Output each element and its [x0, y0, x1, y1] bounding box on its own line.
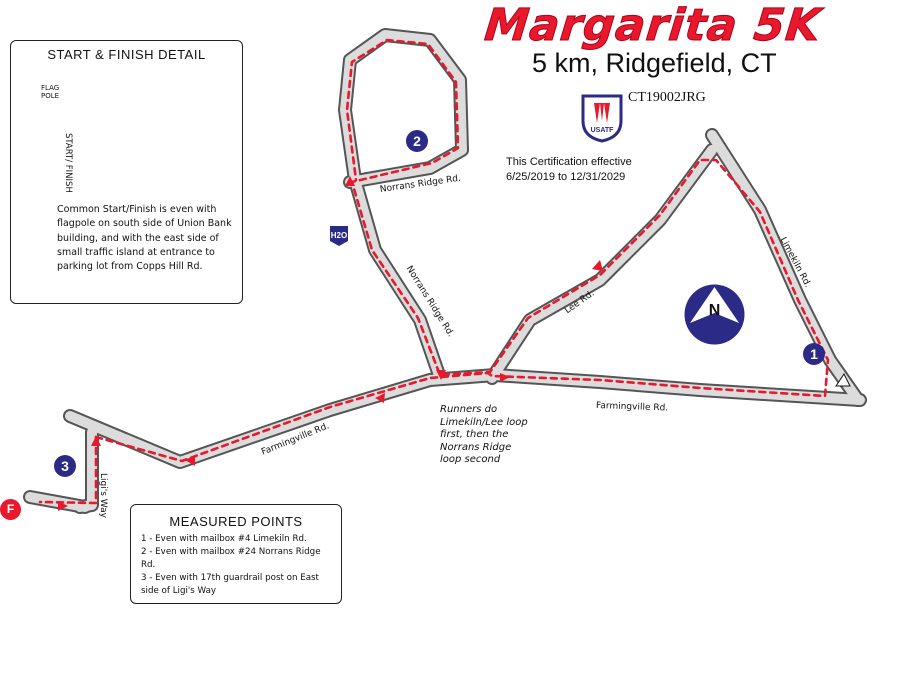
- race-title: Margarita 5K: [482, 0, 824, 51]
- start-finish-label: START/ FINISH: [63, 133, 73, 193]
- race-subtitle: 5 km, Ridgefield, CT: [532, 48, 777, 78]
- certification-id: CT19002JRG: [628, 90, 706, 105]
- runners-note-line: first, then the: [440, 429, 509, 440]
- arrow-icon: [592, 260, 603, 271]
- flag-label-line1: FLAG: [41, 84, 60, 92]
- runners-note-line: loop second: [440, 454, 501, 465]
- detail-note: Common Start/Finish is even with flagpole on south side of Union Bank building, and with the east side of small traffic island at entrance to parking lot from Copps Hill Rd.: [57, 204, 232, 273]
- measured-point-1-marker: 1: [803, 343, 825, 365]
- runners-note: [440, 404, 550, 467]
- start-finish-detail-box: [10, 40, 243, 304]
- usatf-logo-icon: [580, 93, 624, 143]
- road-label-farmingville-left: Farmingville Rd.: [260, 421, 331, 458]
- svg-text:H2O: H2O: [330, 231, 348, 240]
- measured-point-item: 1 - Even with mailbox #4 Limekiln Rd.: [141, 534, 307, 544]
- measured-point-item: 2 - Even with mailbox #24 Norrans Ridge Rd.: [141, 547, 321, 570]
- effective-line-2: 6/25/2019 to 12/31/2029: [506, 171, 626, 183]
- flag-label-line2: POLE: [41, 92, 60, 100]
- measured-points-list: [141, 533, 337, 598]
- runners-note-line: Runners do: [440, 404, 498, 415]
- measured-points-title: MEASURED POINTS: [169, 514, 303, 529]
- measured-points-box: [130, 504, 342, 604]
- measured-point-3-marker: 3: [54, 455, 76, 477]
- flag-pole-label: [41, 84, 59, 100]
- road-label-norrans-diag: Norrans Ridge Rd.: [403, 264, 456, 339]
- measured-point-2-marker: 2: [406, 130, 428, 152]
- road-label-limekiln: Limekiln Rd.: [777, 235, 813, 290]
- finish-marker: F: [0, 499, 21, 520]
- water-station-icon: [329, 225, 349, 247]
- north-arrow-icon: [683, 283, 746, 346]
- measured-point-item: 3 - Even with 17th guardrail post on East side of Ligi's Way: [141, 573, 319, 596]
- road-label-lee: Lee Rd.: [563, 288, 597, 317]
- svg-text:N: N: [708, 302, 721, 319]
- runners-note-line: Limekiln/Lee loop: [440, 416, 528, 428]
- road-label-farmingville-right: Farmingville Rd.: [595, 401, 669, 414]
- road-label-norrans-top: Norrans Ridge Rd.: [379, 173, 462, 195]
- detail-title: START & FINISH DETAIL: [47, 47, 206, 62]
- road-label-ligis-way: Ligi's Way: [98, 473, 108, 518]
- certification-effective: [506, 155, 656, 185]
- runners-note-line: Norrans Ridge: [440, 441, 512, 453]
- effective-line-1: This Certification effective: [506, 156, 632, 168]
- svg-text:USATF: USATF: [590, 127, 614, 134]
